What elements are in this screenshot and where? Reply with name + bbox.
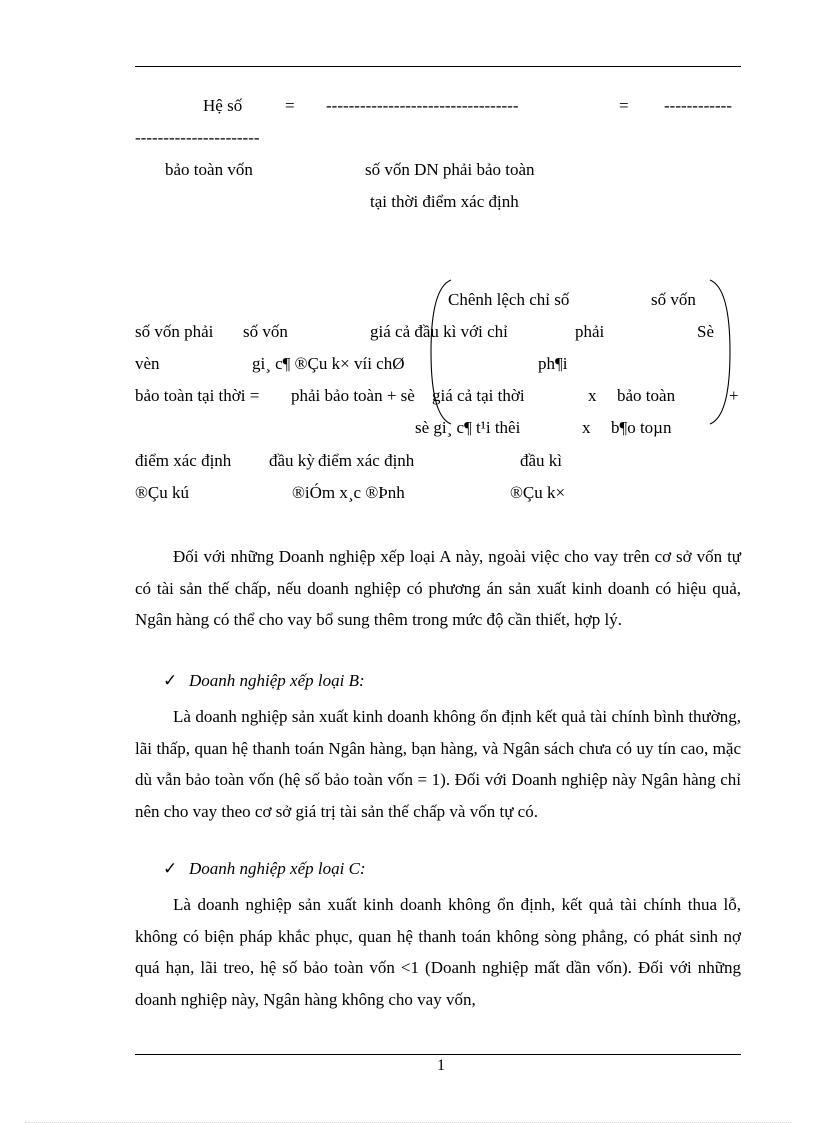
formula2-a1: Chênh lệch chỉ số bbox=[448, 290, 570, 309]
formula2-f1: điểm xác định bbox=[135, 451, 232, 470]
formula1-dashes2: ------------ bbox=[664, 96, 732, 115]
formula2-d3: giá cả tại thời bbox=[432, 386, 525, 405]
formula2-c2: gi¸ c¶ ®Çu k× víi chØ bbox=[252, 354, 405, 373]
checkmark-icon: ✓ bbox=[163, 671, 178, 690]
bullet-loai-c-text: Doanh nghiệp xếp loại C: bbox=[189, 859, 366, 878]
formula1-eq1: = bbox=[285, 96, 295, 115]
formula2-a2: số vốn bbox=[651, 290, 696, 309]
formula2-g2: ®iÓm x¸c ®Þnh bbox=[292, 483, 405, 502]
formula1-dashes3: ---------------------- bbox=[135, 128, 260, 147]
formula2-e3: b¶o toµn bbox=[611, 418, 672, 437]
footer-rule bbox=[135, 1054, 741, 1055]
formula2-b3: giá cả đầu kì với chỉ bbox=[370, 322, 508, 341]
formula1-denominator-line2: tại thời điểm xác định bbox=[370, 192, 519, 211]
formula2-b1: số vốn phải bbox=[135, 322, 214, 341]
paragraph-loai-b bbox=[135, 701, 741, 827]
bullet-loai-b-text: Doanh nghiệp xếp loại B: bbox=[189, 671, 365, 690]
formula1-eq2: = bbox=[619, 96, 629, 115]
formula1-dashes1: ---------------------------------- bbox=[326, 96, 519, 115]
header-rule bbox=[135, 66, 741, 67]
formula2-b5: Sè bbox=[697, 322, 714, 341]
formula2-e1: sè gi¸ c¶ t¹i thêi bbox=[415, 418, 521, 437]
formula2-c3: ph¶i bbox=[538, 354, 568, 373]
formula2-d6: + bbox=[729, 386, 739, 405]
paragraph-loai-b-text: Là doanh nghiệp sản xuất kinh doanh không ổn định kết quả tài chính bình thường, lãi thấp, quan hệ thanh toán Ngân hàng, bạn hàng, và Ngân sách chưa có uy tín cao, mặc dù vẫn bảo toàn vốn (hệ số bảo toàn vốn = 1). Đối với Doanh nghiệp này Ngân hàng chỉ nên cho vay theo cơ sở giá trị tài sản thế chấp và vốn tự có. bbox=[135, 707, 741, 821]
formula1-denominator-line1: số vốn DN phải bảo toàn bbox=[365, 160, 535, 179]
paragraph-loai-c-text: Là doanh nghiệp sản xuất kinh doanh không ổn định, kết quả tài chính thua lỗ, không có biện pháp khắc phục, quan hệ thanh toán không sòng phẳng, có phát sinh nợ quá hạn, lãi treo, hệ số bảo toàn vốn <1 (Doanh nghiệp mất dần vốn). Đối với những doanh nghiệp này, Ngân hàng không cho vay vốn, bbox=[135, 895, 741, 1009]
formula2-d4: x bbox=[588, 386, 597, 405]
formula2-d5: bảo toàn bbox=[617, 386, 676, 405]
checkmark-icon: ✓ bbox=[163, 859, 178, 878]
paragraph-loai-a-text: Đối với những Doanh nghiệp xếp loại A này, ngoài việc cho vay trên cơ sở vốn tự có tài sản thế chấp, nếu doanh nghiệp có phương án sản xuất kinh doanh có hiệu quả, Ngân hàng có thể cho vay bổ sung thêm trong mức độ cần thiết, hợp lý. bbox=[135, 547, 741, 629]
formula2-e2: x bbox=[582, 418, 591, 437]
formula1-left-label: bảo toàn vốn bbox=[165, 160, 253, 179]
bullet-loai-b bbox=[163, 671, 365, 691]
formula2-g1: ®Çu kú bbox=[135, 483, 190, 502]
paragraph-loai-a bbox=[135, 541, 741, 636]
page-number: 1 bbox=[437, 1057, 445, 1074]
formula2-g3: ®Çu k× bbox=[510, 483, 566, 502]
paragraph-loai-c bbox=[135, 889, 741, 1015]
formula2-f4: đầu kì bbox=[520, 451, 563, 470]
formula2-b2: số vốn bbox=[243, 322, 288, 341]
formula2-c1: vèn bbox=[135, 354, 160, 373]
formula2-d1: bảo toàn tại thời = bbox=[135, 386, 260, 405]
formula2-d2: phải bảo toàn + sè bbox=[291, 386, 415, 405]
formula2-f2: đầu kỳ bbox=[269, 451, 315, 470]
bullet-loai-c bbox=[163, 859, 366, 879]
formula2-f3: điểm xác định bbox=[318, 451, 415, 470]
formula1-label: Hệ số bbox=[203, 96, 243, 115]
formula2-b4: phải bbox=[575, 322, 605, 341]
